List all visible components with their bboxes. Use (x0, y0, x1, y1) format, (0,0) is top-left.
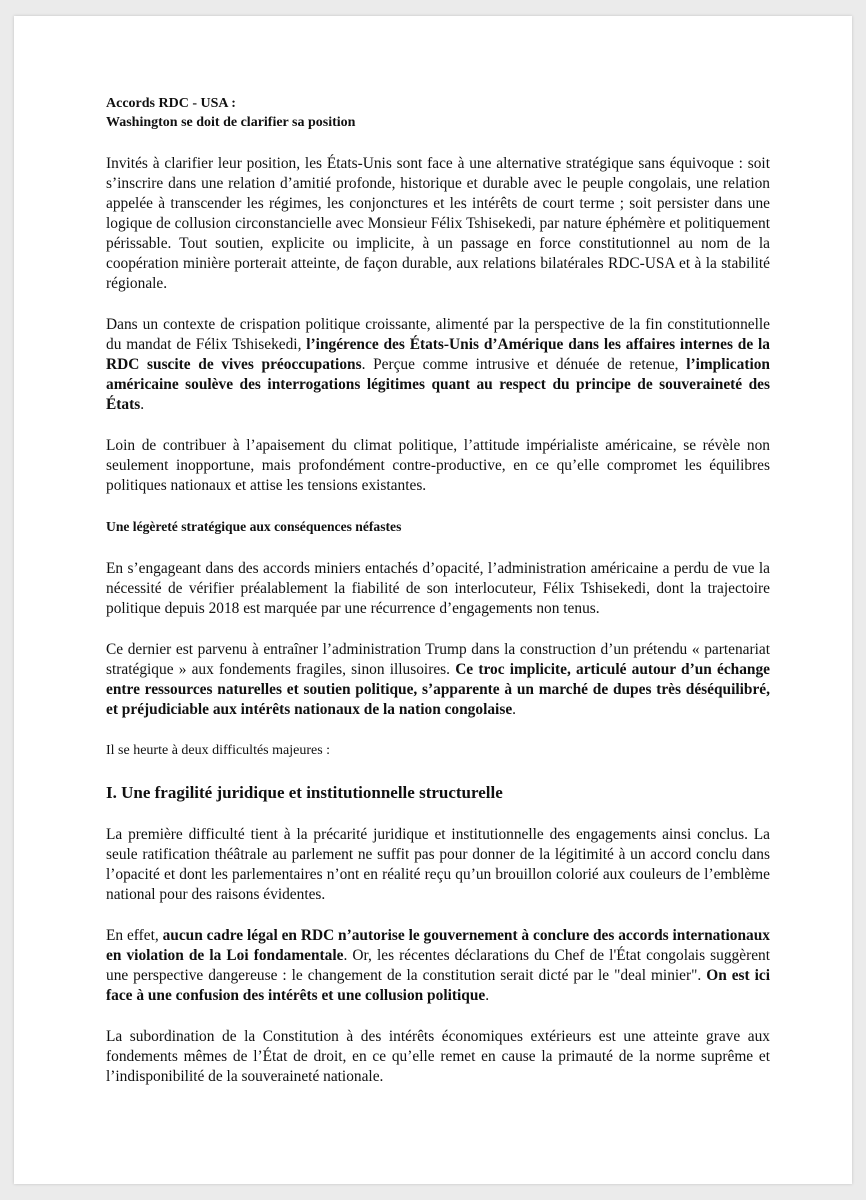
paragraph-8-bold-2: On est ici face à une confusion des intérêts et une collusion politique (106, 967, 771, 1004)
paragraph-2 (106, 315, 770, 415)
title-line-1: Accords RDC - USA : (106, 96, 236, 111)
paragraph-5-text-1: Ce dernier est parvenu à entraîner l’administration Trump dans la construction d’un prétendu « partenariat stratégique » aux fondements fragiles, sinon illusoires. (106, 641, 770, 678)
paragraph-7: La première difficulté tient à la précarité juridique et institutionnelle des engagements ainsi conclus. La seule ratification théâtrale au parlement ne suffit pas pour donner de la légitimité à un accord conclu dans l’opacité et dont les parlementaires n’ont en réalité reçu qu’un brouillon colorié aux couleurs de l’emblème national pour des raisons évidentes. (106, 826, 770, 903)
paragraph-8-bold-1: aucun cadre légal en RDC n’autorise le gouvernement à conclure des accords internationaux en violation de la Loi fondamentale (106, 927, 770, 964)
paragraph-2-text-1: Dans un contexte de crispation politique croissante, alimenté par la perspective de la fin constitutionnelle du mandat de Félix Tshisekedi, (106, 316, 770, 353)
paragraph-2-text-3: . (140, 396, 145, 413)
paragraph-5-text-2: . (512, 701, 517, 718)
paragraph-2-bold-1: l’ingérence des États-Unis d’Amérique dans les affaires internes de la RDC suscite de vives préoccupations (106, 336, 770, 373)
document-page (14, 16, 852, 1184)
paragraph-2-text-2: . Perçue comme intrusive et dénuée de retenue, (361, 356, 687, 373)
paragraph-3: Loin de contribuer à l’apaisement du climat politique, l’attitude impérialiste américaine, se révèle non seulement inopportune, mais profondément contre-productive, en ce qu’elle compromet les équilibres politiques nationaux et attise les tensions existantes. (106, 437, 770, 494)
paragraph-4: En s’engageant dans des accords miniers entachés d’opacité, l’administration américaine a perdu de vue la nécessité de vérifier préalablement la fiabilité de son interlocuteur, Félix Tshisekedi, dont la trajectoire politique depuis 2018 est marquée par une récurrence d’engagements non tenus. (106, 560, 770, 617)
subheading-1: Une légèreté stratégique aux conséquences néfastes (106, 519, 402, 534)
paragraph-8-text-2: . Or, les récentes déclarations du Chef de l'État congolais suggèrent une perspective dangereuse : le changement de la constitution serait dicté par le "deal minier". (106, 947, 770, 984)
paragraph-5 (106, 640, 770, 720)
paragraph-9: La subordination de la Constitution à des intérêts économiques extérieurs est une atteinte grave aux fondements mêmes de l’État de droit, en ce qu’elle remet en cause la primauté de la norme suprême et l’indisponibilité de la souveraineté nationale. (106, 1028, 770, 1085)
paragraph-8-text-1: En effet, (106, 927, 163, 944)
title-line-2: Washington se doit de clarifier sa position (106, 115, 356, 130)
paragraph-5-bold-1: Ce troc implicite, articulé autour d’un échange entre ressources naturelles et soutien politique, s’apparente à un marché de dupes très déséquilibré, et préjudiciable aux intérêts nationaux de la nation congolaise (106, 661, 770, 718)
paragraph-6: Il se heurte à deux difficultés majeures : (106, 743, 331, 758)
paragraph-1: Invités à clarifier leur position, les États-Unis sont face à une alternative stratégique sans équivoque : soit s’inscrire dans une relation d’amitié profonde, historique et durable avec le peuple congolais, une relation appelée à transcender les régimes, les conjonctures et les intérêts de court terme ; soit persister dans une logique de collusion circonstancielle avec Monsieur Félix Tshisekedi, par nature éphémère et politiquement périssable. Tout soutien, explicite ou implicite, à un passage en force constitutionnel au nom de la coopération minière porterait atteinte, de façon durable, aux relations bilatérales RDC-USA et à la stabilité régionale. (106, 155, 770, 292)
document-title (106, 94, 770, 132)
paragraph-8 (106, 926, 770, 1006)
document-content (106, 94, 770, 1108)
section-heading-1: I. Une fragilité juridique et institutionnelle structurelle (106, 783, 503, 802)
paragraph-8-text-3: . (485, 987, 490, 1004)
paragraph-2-bold-2: l’implication américaine soulève des interrogations légitimes quant au respect du principe de souveraineté des États (106, 356, 770, 413)
